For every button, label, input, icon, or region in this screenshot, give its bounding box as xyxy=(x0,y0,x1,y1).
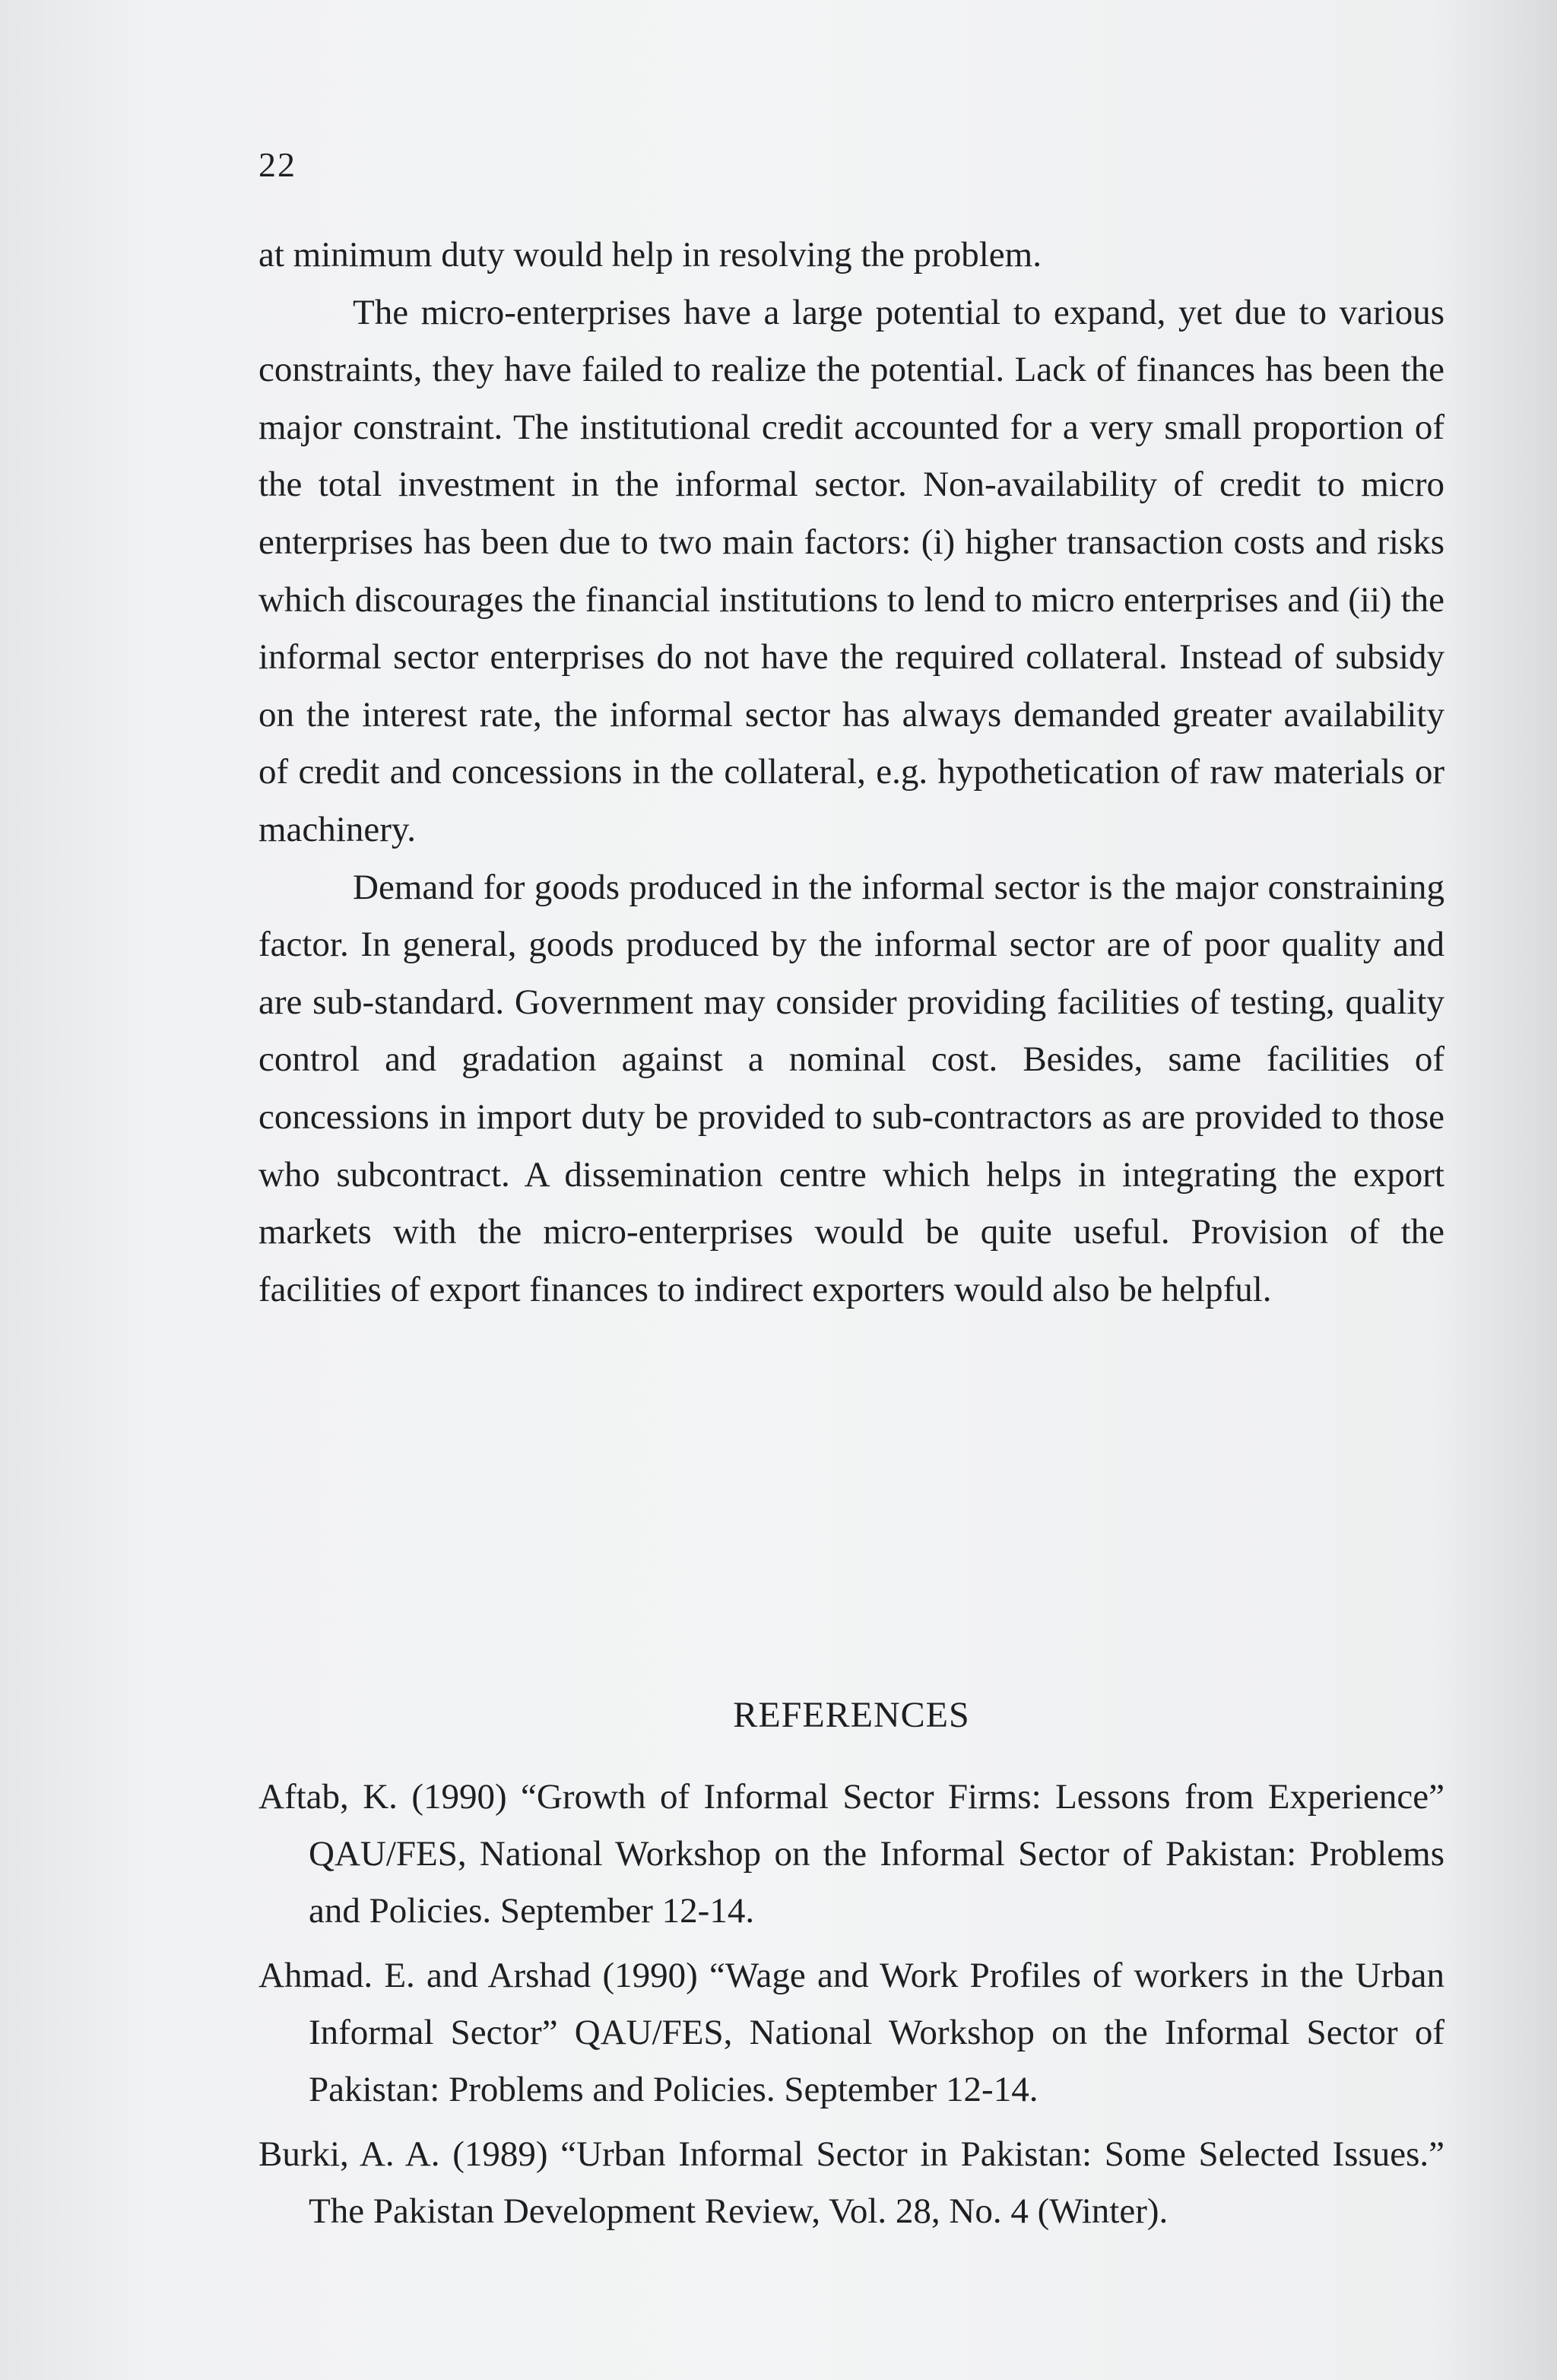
paragraph-credit-constraints: The micro-enterprises have a large potential to expand, yet due to various constraints, they have failed to realize the potential. Lack of finances has been the major constraint. The institutional credit accounted for a very small proportion of the total investment in the informal sector. Non-availability of credit to micro enterprises has been due to two main factors: (i) higher transaction costs and risks which discourages the financial institutions to lend to micro enterprises and (ii) the informal sector enterprises do not have the required collateral. Instead of subsidy on the interest rate, the informal sector has always demanded greater availability of credit and concessions in the collateral, e.g. hypothetication of raw materials or machinery. xyxy=(258,292,1444,849)
reference-entry: Burki, A. A. (1989) “Urban Informal Sector in Pakistan: Some Selected Issues.” The Pakistan Development Review, Vol. 28, No. 4 (Winter). xyxy=(258,2134,1444,2231)
reference-entry: Aftab, K. (1990) “Growth of Informal Sector Firms: Lessons from Experience” QAU/FES, National Workshop on the Informal Sector of Pakistan: Problems and Policies. September 12-14. xyxy=(258,1777,1444,1931)
paragraph-demand-constraints: Demand for goods produced in the informal sector is the major constraining factor. In general, goods produced by the informal sector are of poor quality and are sub-standard. Government may consider providing facilities of testing, quality control and gradation against a nominal cost. Besides, same facilities of concessions in import duty be provided to sub-contractors as are provided to those who subcontract. A dissemination centre which helps in integrating the export markets with the micro-enterprises would be quite useful. Provision of the facilities of export finances to indirect exporters would also be helpful. xyxy=(258,867,1444,1309)
references-heading: REFERENCES xyxy=(733,1695,970,1735)
body-text xyxy=(258,227,1444,1319)
paragraph-continuation: at minimum duty would help in resolving the problem. xyxy=(258,235,1042,274)
reference-entry: Ahmad. E. and Arshad (1990) “Wage and Work Profiles of workers in the Urban Informal Sector” QAU/FES, National Workshop on the Informal Sector of Pakistan: Problems and Policies. September 12-14. xyxy=(258,1956,1444,2109)
page-number: 22 xyxy=(258,145,296,184)
references-list xyxy=(258,1769,1444,2248)
